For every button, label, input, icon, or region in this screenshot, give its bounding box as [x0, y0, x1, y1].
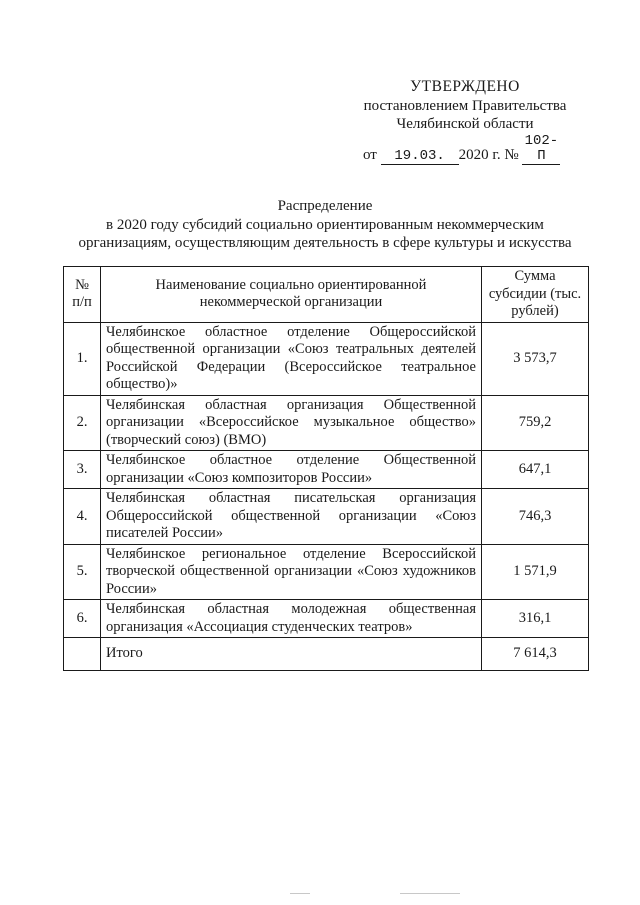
table-row	[64, 451, 589, 489]
subsidy-table	[63, 266, 589, 671]
document-heading	[60, 197, 590, 253]
approval-line-resolution: постановлением Правительства	[363, 97, 567, 114]
table-total-row	[64, 638, 589, 671]
row-num: 2.	[64, 395, 101, 451]
table-row	[64, 489, 589, 545]
row-organization: Челябинская областная организация Общественной организации «Всероссийское музыкальное общество» (творческий союз) (ВМО)	[101, 395, 482, 451]
total-num	[64, 638, 101, 671]
table-row	[64, 544, 589, 600]
row-num: 6.	[64, 600, 101, 638]
approval-line-region: Челябинской области	[396, 116, 534, 132]
table-header-row	[64, 267, 589, 323]
table-row	[64, 600, 589, 638]
header-name: Наименование социально ориентированной некоммерческой организации	[101, 267, 482, 323]
row-organization: Челябинская областная писательская организация Общероссийской общественной организации «Союз писателей России»	[101, 489, 482, 545]
row-sum: 316,1	[482, 600, 589, 638]
resolution-number: 102-П	[522, 134, 560, 165]
row-organization: Челябинское областное отделение Общероссийской общественной организации «Союз театральных деятелей Российской Федерации (Всероссийское театральное общество)»	[101, 322, 482, 395]
table-row	[64, 395, 589, 451]
row-sum: 759,2	[482, 395, 589, 451]
header-num: № п/п	[64, 267, 101, 323]
row-num: 4.	[64, 489, 101, 545]
scan-artifact	[290, 893, 310, 894]
approval-title: УТВЕРЖДЕНО	[410, 78, 520, 95]
date-prefix: от	[363, 146, 377, 163]
row-num: 1.	[64, 322, 101, 395]
row-num: 5.	[64, 544, 101, 600]
row-organization: Челябинская областная молодежная общественная организация «Ассоциация студенческих театров»	[101, 600, 482, 638]
approval-date-line	[330, 134, 600, 165]
row-organization: Челябинское областное отделение Общественной организации «Союз композиторов России»	[101, 451, 482, 489]
row-num: 3.	[64, 451, 101, 489]
heading-title: Распределение	[277, 198, 373, 214]
approval-date: 19.03.	[381, 149, 459, 165]
row-sum: 3 573,7	[482, 322, 589, 395]
row-organization: Челябинское региональное отделение Всероссийской творческой общественной организации «Союз художников России»	[101, 544, 482, 600]
total-label: Итого	[101, 638, 482, 671]
approval-block	[330, 78, 600, 165]
scan-artifact	[400, 893, 460, 894]
table-row	[64, 322, 589, 395]
heading-line-2: в 2020 году субсидий социально ориентированным некоммерческим	[106, 216, 544, 233]
row-sum: 1 571,9	[482, 544, 589, 600]
row-sum: 746,3	[482, 489, 589, 545]
heading-line-3: организациям, осуществляющим деятельность в сфере культуры и искусства	[78, 235, 572, 251]
row-sum: 647,1	[482, 451, 589, 489]
total-sum: 7 614,3	[482, 638, 589, 671]
header-sum: Сумма субсидии (тыс. рублей)	[482, 267, 589, 323]
year-number-label: 2020 г. №	[458, 146, 519, 163]
